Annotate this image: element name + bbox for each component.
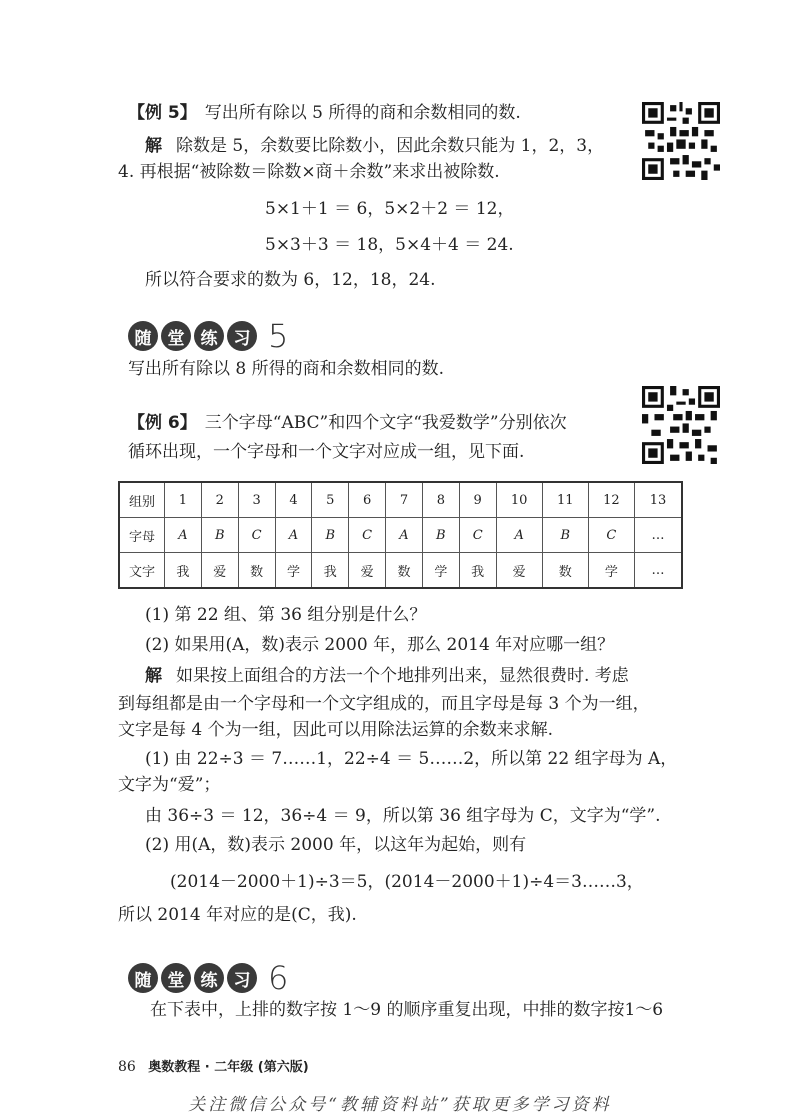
row-label-groups: 组别 (119, 482, 165, 518)
example5-formula2: 5×3＋3 ＝ 18，5×4＋4 ＝ 24. (265, 235, 514, 255)
example6-line1 (128, 411, 567, 435)
example6-solution-line6: 由 36÷3 ＝ 12，36÷4 ＝ 9，所以第 36 组字母为 C，文字为“学”. (145, 806, 661, 826)
example6-solution-line3: 文字是每 4 个为一组，因此可以用除法运算的余数来求解. (118, 720, 554, 740)
word-cell: … (634, 553, 682, 589)
practice6-text: 在下表中，上排的数字按 1～9 的顺序重复出现，中排的数字按1～6 (150, 1000, 664, 1020)
practice6-heading (128, 958, 288, 998)
letter-cell: A (496, 518, 542, 553)
word-cell: 数 (386, 553, 423, 589)
page-footer (118, 1056, 309, 1075)
example6-question1: (1) 第 22 组、第 36 组分别是什么？ (145, 605, 427, 625)
letter-cell: B (422, 518, 459, 553)
word-cell: 数 (238, 553, 275, 589)
practice6-char-2: 堂 (161, 963, 191, 993)
practice5-char-3: 练 (194, 321, 224, 351)
page-number: 86 (118, 1059, 136, 1075)
letter-cell: C (238, 518, 275, 553)
qr-code-1[interactable] (642, 102, 720, 180)
practice6-char-3: 练 (194, 963, 224, 993)
letter-cell: C (459, 518, 496, 553)
example5-solution-label: 解 (145, 136, 162, 156)
letter-cell: C (349, 518, 386, 553)
word-cell: 学 (422, 553, 459, 589)
word-cell: 数 (542, 553, 588, 589)
example6-solution-label: 解 (145, 666, 162, 686)
example6-line2: 循环出现，一个字母和一个文字对应成一组，见下面. (128, 442, 525, 462)
word-cell: 学 (275, 553, 312, 589)
example6-solution-line1 (145, 664, 629, 688)
example5-solution-line2: 4. 再根据“被除数＝除数×商＋余数”来求出被除数. (118, 162, 500, 182)
example5-conclusion: 所以符合要求的数为 6，12，18，24. (145, 270, 436, 290)
practice6-char-1: 随 (128, 963, 158, 993)
watermark-text: 关注微信公众号“教辅资料站”获取更多学习资料 (188, 1095, 612, 1115)
example6-text1: 三个字母“ABC”和四个文字“我爱数学”分别依次 (204, 413, 567, 433)
group-cell: 11 (542, 482, 588, 518)
example6-solution-line5: 文字为“爱”； (118, 775, 221, 795)
example6-solution-line4: (1) 由 22÷3 ＝ 7……1，22÷4 ＝ 5……2，所以第 22 组字母为 A， (145, 749, 678, 769)
group-table (118, 481, 683, 589)
letter-cell: B (312, 518, 349, 553)
practice5-heading (128, 316, 288, 356)
example6-conclusion: 所以 2014 年对应的是(C，我). (118, 905, 357, 925)
letter-cell: B (201, 518, 238, 553)
group-cell: 12 (588, 482, 634, 518)
practice5-char-1: 随 (128, 321, 158, 351)
practice5-number: 5 (268, 317, 289, 355)
example6-solution-line2: 到每组都是由一个字母和一个文字组成的，而且字母是每 3 个为一组， (118, 694, 650, 714)
group-cell: 2 (201, 482, 238, 518)
letter-cell: B (542, 518, 588, 553)
example6-label: 【例 6】 (128, 413, 197, 433)
group-cell: 3 (238, 482, 275, 518)
group-cell: 13 (634, 482, 682, 518)
table-row-letters (119, 518, 682, 553)
practice6-number: 6 (268, 959, 289, 997)
practice5-char-4: 习 (227, 321, 257, 351)
row-label-words: 文字 (119, 553, 165, 589)
example6-solution-line7: (2) 用(A，数)表示 2000 年，以这年为起始，则有 (145, 835, 527, 855)
example6-solution-text1: 如果按上面组合的方法一个个地排列出来，显然很费时. 考虑 (176, 666, 629, 686)
book-title: 奥数教程 · 二年级 (第六版) (148, 1060, 309, 1075)
example5-label: 【例 5】 (128, 103, 197, 123)
letter-cell: … (634, 518, 682, 553)
letter-cell: A (165, 518, 202, 553)
word-cell: 我 (312, 553, 349, 589)
group-cell: 9 (459, 482, 496, 518)
group-cell: 7 (386, 482, 423, 518)
word-cell: 我 (165, 553, 202, 589)
letter-cell: C (588, 518, 634, 553)
letter-cell: A (386, 518, 423, 553)
table-row-words (119, 553, 682, 589)
word-cell: 学 (588, 553, 634, 589)
row-label-letters: 字母 (119, 518, 165, 553)
group-cell: 8 (422, 482, 459, 518)
word-cell: 爱 (496, 553, 542, 589)
word-cell: 爱 (349, 553, 386, 589)
group-cell: 5 (312, 482, 349, 518)
word-cell: 我 (459, 553, 496, 589)
practice5-text: 写出所有除以 8 所得的商和余数相同的数. (128, 359, 445, 379)
example5-question-line (128, 101, 521, 125)
group-cell: 1 (165, 482, 202, 518)
qr-code-2[interactable] (642, 386, 720, 464)
practice5-char-2: 堂 (161, 321, 191, 351)
word-cell: 爱 (201, 553, 238, 589)
example6-formula: (2014－2000＋1)÷3＝5，(2014－2000＋1)÷4＝3……3， (170, 872, 644, 892)
example5-formula1: 5×1＋1 ＝ 6，5×2＋2 ＝ 12， (265, 199, 515, 219)
example5-question: 写出所有除以 5 所得的商和余数相同的数. (204, 103, 521, 123)
group-cell: 4 (275, 482, 312, 518)
example6-question2: (2) 如果用(A，数)表示 2000 年，那么 2014 年对应哪一组？ (145, 635, 615, 655)
example5-solution-text1: 除数是 5，余数要比除数小，因此余数只能为 1，2，3， (176, 136, 605, 156)
table-row-groups (119, 482, 682, 518)
group-cell: 10 (496, 482, 542, 518)
example5-solution-line1 (145, 134, 604, 158)
letter-cell: A (275, 518, 312, 553)
practice6-char-4: 习 (227, 963, 257, 993)
group-cell: 6 (349, 482, 386, 518)
